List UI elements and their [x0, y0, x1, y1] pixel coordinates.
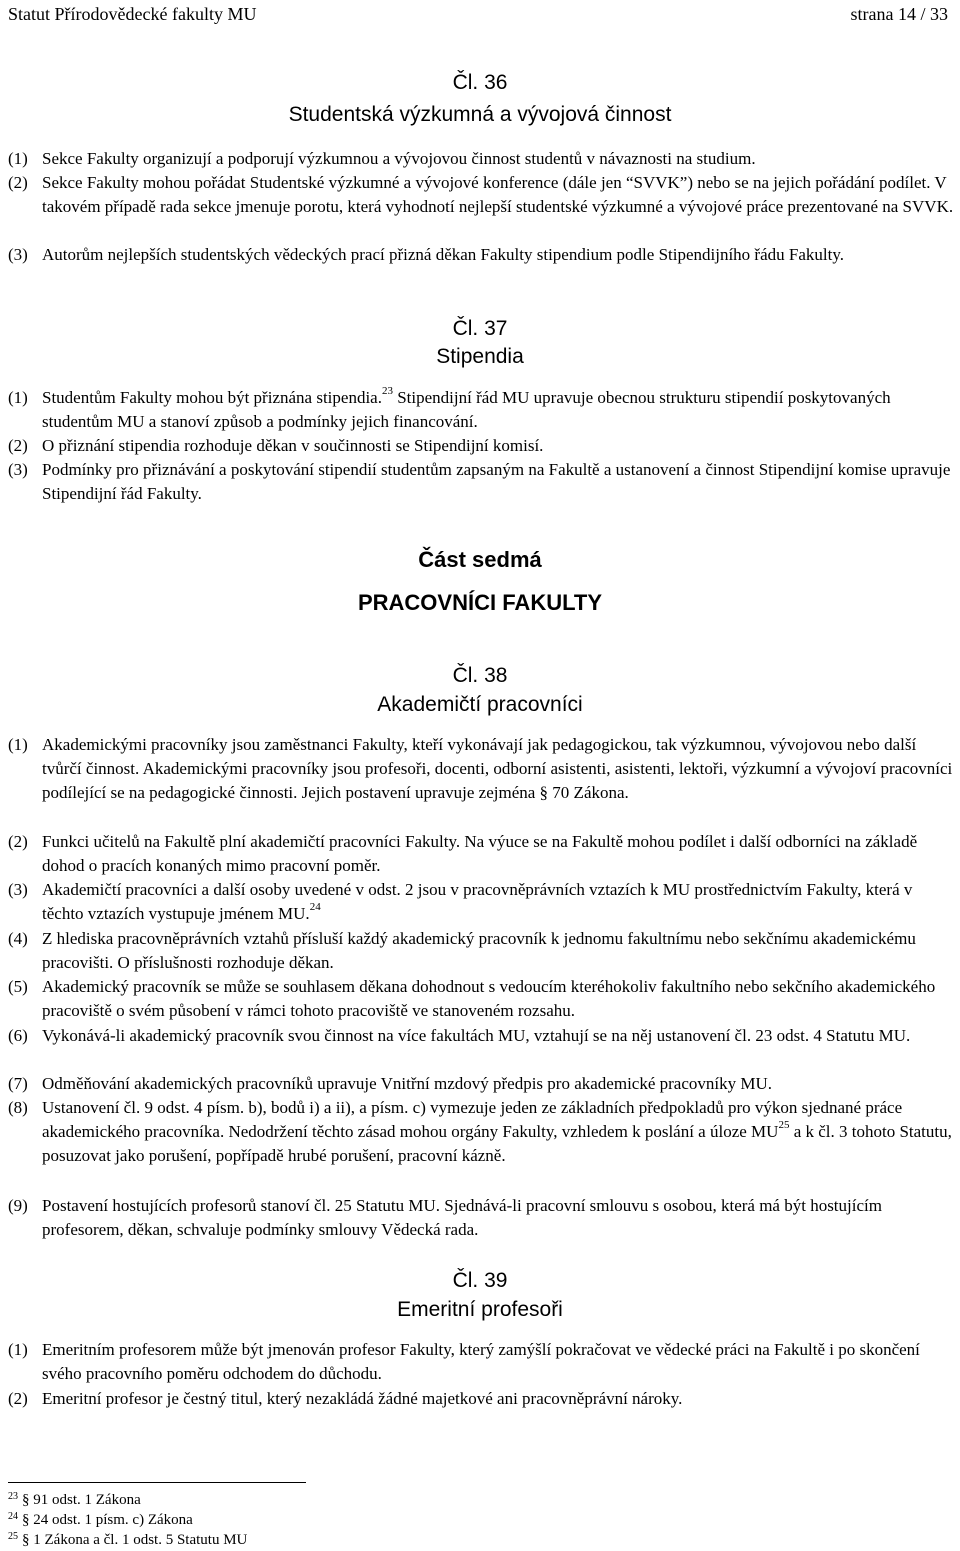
- paragraph-number: (3): [8, 880, 28, 899]
- paragraph-number: (2): [8, 436, 28, 455]
- paragraph-text: Akademickými pracovníky jsou zaměstnanci Fakulty, kteří vykonávají jak pedagogickou, tak výzkumnou, vývojovou nebo další tvůrčí činnost. Akademickými pracovníky jsou profesoři, docenti, odborní asistenti, asistenti, lektoři, výzkumní a vývojoví pracovníci podílející se na pedagogické činnosti. Jejich postavení upravuje zejména § 70 Zákona.: [42, 735, 953, 802]
- paragraph-text: Z hlediska pracovněprávních vztahů přísluší každý akademický pracovník k jednomu fakultnímu nebo sekčnímu akademickému pracovišti. O příslušnosti rozhoduje děkan.: [42, 929, 916, 972]
- footnote-separator: [8, 1482, 306, 1483]
- article-38-number: Čl. 38: [452, 664, 508, 687]
- paragraph-number: (3): [8, 245, 28, 264]
- article-38-paragraph-7: [8, 1072, 958, 1096]
- paragraph-text: O přiznání stipendia rozhoduje děkan v součinnosti se Stipendijní komisí.: [42, 436, 544, 455]
- paragraph-number: (2): [8, 1389, 28, 1408]
- article-38-title: Akademičtí pracovníci: [377, 693, 583, 716]
- paragraph-number: (4): [8, 929, 28, 948]
- paragraph-number: (8): [8, 1098, 28, 1117]
- paragraph-number: (1): [8, 735, 28, 754]
- paragraph-number: (1): [8, 1340, 28, 1359]
- article-38-paragraph-2: [8, 830, 958, 878]
- paragraph-text: Studentům Fakulty mohou být přiznána stipendia.$^{23}$ Stipendijní řád MU upravuje obecnou strukturu stipendií poskytovaných studentům MU a stanoví způsob a podmínky jejich financování.: [42, 385, 891, 431]
- part-subtitle: PRACOVNÍCI FAKULTY: [357, 590, 603, 615]
- paragraph-number: (2): [8, 832, 28, 851]
- article-39-number: Čl. 39: [452, 1269, 508, 1292]
- paragraph-text: Autorům nejlepších studentských vědeckých prací přizná děkan Fakulty stipendium podle Stipendijního řádu Fakulty.: [42, 245, 844, 264]
- paragraph-text: Sekce Fakulty mohou pořádat Studentské výzkumné a vývojové konference (dále jen “SVVK”) nebo se na jejich pořádání podílet. V takovém případě rada sekce jmenuje porotu, která vyhodnotí nejlepší studentské výzkumné a vývojové práce prezentované na SVVK.: [42, 173, 954, 216]
- article-38-paragraph-4: [8, 927, 958, 975]
- paragraph-text: Ustanovení čl. 9 odst. 4 písm. b), bodů i) a ii), a písm. c) vymezuje jeden ze základních předpokladů pro výkon sjednané práce akademického pracovníka. Nedodržení těchto zásad mohou orgány Fakulty, vzhledem k poslání a úloze MU$^{25}$ a k čl. 3 tohoto Statutu, posuzovat jako porušení, popřípadě hrubé porušení, pracovní kázně.: [42, 1098, 952, 1165]
- article-37-paragraph-1: [8, 386, 958, 434]
- footnote-23: $^{23}$ § 91 odst. 1 Zákona: [8, 1491, 141, 1508]
- article-36-paragraph-2: [8, 171, 958, 219]
- article-37-paragraph-2: [8, 434, 958, 458]
- footnote-25: $^{25}$ § 1 Zákona a čl. 1 odst. 5 Statutu MU: [8, 1531, 248, 1548]
- paragraph-text: Funkci učitelů na Fakultě plní akademičtí pracovníci Fakulty. Na výuce se na Fakultě mohou podílet i další odborníci na základě dohod o pracích konaných mimo pracovní poměr.: [42, 832, 918, 875]
- article-36-paragraph-3: [8, 243, 958, 267]
- paragraph-text: Podmínky pro přiznávání a poskytování stipendií studentům zapsaným na Fakultě a ustanovení a činnost Stipendijní komise upravuje Stipendijní řád Fakulty.: [42, 460, 951, 503]
- article-38-paragraph-6: [8, 1024, 958, 1048]
- article-38-paragraph-3: [8, 878, 958, 926]
- article-37-title: Stipendia: [436, 345, 524, 368]
- paragraph-number: (9): [8, 1196, 28, 1215]
- header-page-number: strana 14 / 33: [850, 4, 948, 24]
- paragraph-text: Akademičtí pracovníci a další osoby uvedené v odst. 2 jsou v pracovněprávních vztazích k MU prostřednictvím Fakulty, která v těchto vztazích vystupuje jménem MU.$^{24}$: [42, 880, 913, 923]
- footnote-ref-23[interactable]: 23: [381, 385, 393, 398]
- paragraph-text: Odměňování akademických pracovníků upravuje Vnitřní mzdový předpis pro akademické pracovníky MU.: [42, 1074, 773, 1093]
- article-39-title: Emeritní profesoři: [397, 1298, 563, 1321]
- paragraph-text: Vykonává-li akademický pracovník svou činnost na více fakultách MU, vztahují se na něj ustanovení čl. 23 odst. 4 Statutu MU.: [42, 1026, 911, 1045]
- paragraph-number: (1): [8, 388, 28, 407]
- article-38-paragraph-9: [8, 1194, 958, 1242]
- paragraph-number: (3): [8, 460, 28, 479]
- paragraph-number: (5): [8, 977, 28, 996]
- paragraph-text: Sekce Fakulty organizují a podporují výzkumnou a vývojovou činnost studentů v návaznosti na studium.: [42, 149, 756, 168]
- article-38-paragraph-1: [8, 733, 958, 805]
- article-36-paragraph-1: [8, 147, 958, 171]
- part-title: Část sedmá: [418, 547, 542, 572]
- article-36-number: Čl. 36: [452, 71, 508, 94]
- paragraph-number: (7): [8, 1074, 28, 1093]
- article-36-title: Studentská výzkumná a vývojová činnost: [288, 103, 672, 126]
- paragraph-text: Emeritním profesorem může být jmenován profesor Fakulty, který zamýšlí pokračovat ve vědecké práci na Fakultě i po skončení svého pracovního poměru odchodem do důchodu.: [42, 1340, 920, 1383]
- footnote-ref-24[interactable]: 24: [309, 901, 321, 914]
- paragraph-number: (6): [8, 1026, 28, 1045]
- paragraph-number: (2): [8, 173, 28, 192]
- paragraph-text: Akademický pracovník se může se souhlasem děkana dohodnout s vedoucím kteréhokoliv fakultního nebo sekčního akademického pracoviště o svém působení v rámci tohoto pracoviště ve stanoveném rozsahu.: [42, 977, 936, 1020]
- paragraph-number: (1): [8, 149, 28, 168]
- paragraph-text: Postavení hostujících profesorů stanoví čl. 25 Statutu MU. Sjednává-li pracovní smlouvu s osobou, která má být hostujícím profesorem, děkan, schvaluje podmínky smlouvy Vědecká rada.: [42, 1196, 882, 1239]
- article-39-paragraph-2: [8, 1387, 958, 1411]
- footnote-ref-25[interactable]: 25: [778, 1119, 790, 1132]
- article-38-paragraph-8: [8, 1096, 958, 1168]
- paragraph-text: Emeritní profesor je čestný titul, který nezakládá žádné majetkové ani pracovněprávní nároky.: [42, 1389, 683, 1408]
- header-document-title: Statut Přírodovědecké fakulty MU: [8, 4, 257, 24]
- footnote-24: $^{24}$ § 24 odst. 1 písm. c) Zákona: [8, 1511, 193, 1528]
- article-39-paragraph-1: [8, 1338, 958, 1386]
- article-38-paragraph-5: [8, 975, 958, 1023]
- article-37-number: Čl. 37: [452, 317, 508, 340]
- article-37-paragraph-3: [8, 458, 958, 506]
